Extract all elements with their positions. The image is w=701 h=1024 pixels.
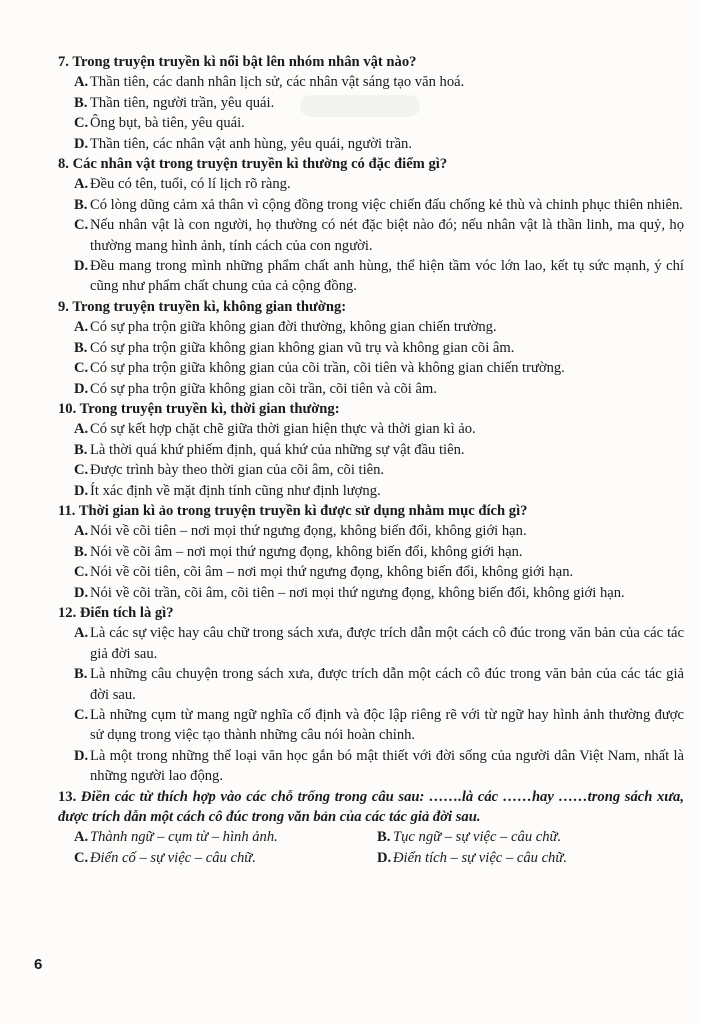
option-d: D. Là một trong những thể loại văn học gắn bó mật thiết với đời sống của người dân Việt Nam, nhất là những người lao động. [74,747,684,785]
option-c: C. Là những cụm từ mang ngữ nghĩa cố định và độc lập riêng rẽ với từ ngữ hay hình ảnh thường được sử dụng trong việc tạo thành những câu nói hoàn chỉnh. [74,707,684,744]
option-c: C. Nói về cõi tiên, cõi âm – nơi mọi thứ ngưng đọng, không biến đổi, không giới hạn. [74,564,574,581]
question-title: 12. Điển tích là gì? [58,604,174,621]
option-c: C. Được trình bày theo thời gian của cõi âm, cõi tiên. [74,462,385,479]
option-a: A. Có sự pha trộn giữa không gian đời thường, không gian chiến trường. [74,319,497,336]
question-title: 7. Trong truyện truyền kì nổi bật lên nhóm nhân vật nào? [58,54,417,70]
question-12 [58,603,684,787]
option-a: A. Có sự kết hợp chặt chẽ giữa thời gian hiện thực và thời gian kì ảo. [74,421,476,438]
question-8 [58,154,684,297]
question-title: 11. Thời gian kì ảo trong truyện truyền kì được sử dụng nhằm mục đích gì? [58,502,528,519]
option-c: C. Nếu nhân vật là con người, họ thường có nét đặc biệt nào đó; nếu nhân vật là thần linh, ma quỷ, họ thường mang hình ảnh, tính cách của con người. [74,217,684,254]
option-d: D. Thần tiên, các nhân vật anh hùng, yêu quái, người trần. [74,135,412,152]
option-b: B. Tục ngữ – sự việc – câu chữ. [377,829,562,846]
question-11 [58,501,684,603]
option-b: B. Thần tiên, người trần, yêu quái. [74,94,275,111]
question-title: 13. Điền các từ thích hợp vào các chỗ trống trong câu sau: …….là các ……hay ……trong sách xưa, được trích dẫn một cách cô đúc trong văn bản của các tác giả đời sau. [58,788,684,826]
option-d: D. Ít xác định về mặt định tính cũng như định lượng. [74,482,381,499]
option-row [58,827,684,847]
option-row [58,848,684,868]
option-a: A. Thành ngữ – cụm từ – hình ảnh. [74,829,278,846]
question-list [58,52,684,868]
option-a: A. Thần tiên, các danh nhân lịch sử, các nhân vật sáng tạo văn hoá. [74,74,465,91]
option-b: B. Là thời quá khứ phiếm định, quá khứ của những sự vật đầu tiên. [74,441,465,458]
option-a: A. Nói về cõi tiên – nơi mọi thứ ngưng đọng, không biến đổi, không giới hạn. [74,523,527,540]
question-9 [58,297,684,399]
question-title: 10. Trong truyện truyền kì, thời gian thường: [58,400,340,417]
option-d: D. Điển tích – sự việc – câu chữ. [377,849,567,866]
option-d: D. Đều mang trong mình những phẩm chất anh hùng, thể hiện tầm vóc lớn lao, kết tụ sức mạnh, ý chí cũng như phẩm chất chung của cả cộng đồng. [74,258,684,295]
question-13 [58,787,684,869]
option-a: A. Là các sự việc hay câu chữ trong sách xưa, được trích dẫn một cách cô đúc trong văn bản của các tác giả đời sau. [74,625,684,662]
option-d: D. Nói về cõi trần, cõi âm, cõi tiên – nơi mọi thứ ngưng đọng, không biến đổi, không giới hạn. [74,584,625,601]
option-d: D. Có sự pha trộn giữa không gian cõi trần, cõi tiên và cõi âm. [74,380,437,397]
option-a: A. Đều có tên, tuổi, có lí lịch rõ ràng. [74,176,291,193]
page-number: 6 [34,956,43,973]
question-title: 8. Các nhân vật trong truyện truyền kì thường có đặc điểm gì? [58,156,448,173]
option-b: B. Nói về cõi âm – nơi mọi thứ ngưng đọng, không biến đổi, không giới hạn. [74,543,523,560]
question-title: 9. Trong truyện truyền kì, không gian thường: [58,298,347,315]
question-7 [58,52,684,154]
option-b: B. Là những câu chuyện trong sách xưa, được trích dẫn một cách cô đúc trong văn bản của các tác giả đời sau. [74,666,684,703]
option-c: C. Có sự pha trộn giữa không gian của cõi trần, cõi tiên và không gian chiến trường. [74,360,565,377]
option-c: C. Điển cố – sự việc – câu chữ. [74,849,256,866]
option-c: C. Ông bụt, bà tiên, yêu quái. [74,115,245,132]
question-10 [58,399,684,501]
option-b: B. Có lòng dũng cảm xả thân vì cộng đồng trong việc chiến đấu chống kẻ thù và chinh phục thiên nhiên. [74,196,683,213]
option-b: B. Có sự pha trộn giữa không gian không gian vũ trụ và không gian cõi âm. [74,339,515,356]
